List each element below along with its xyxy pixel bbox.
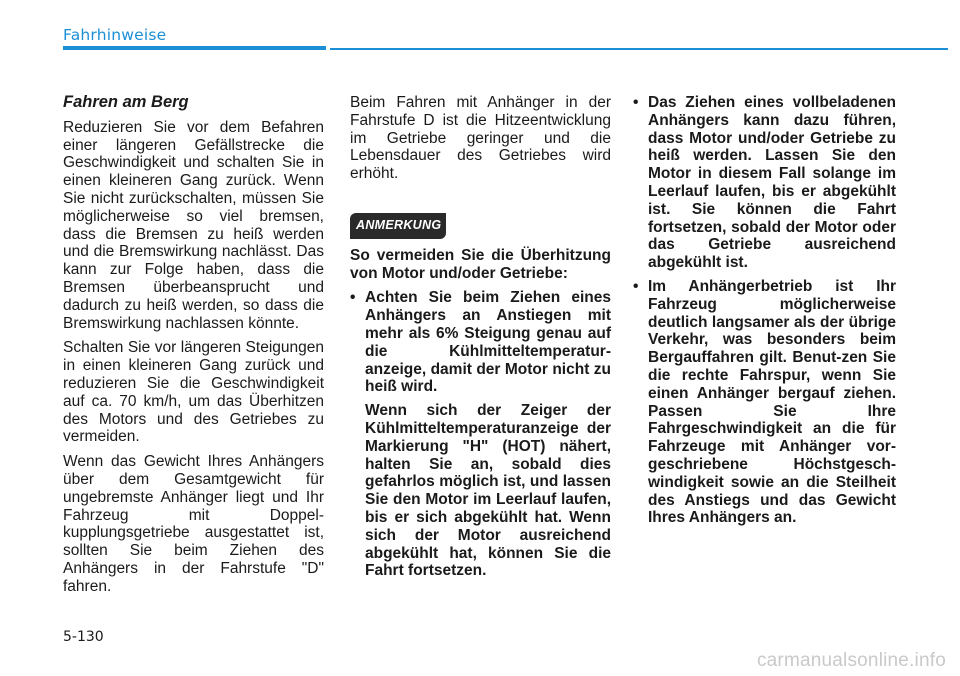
paragraph: Schalten Sie vor längeren Steigungen in einen kleineren Gang zurück und reduzieren Sie die Geschwindigkeit auf ca. 70 km/h, um das Überhitzen des Motors und des Getriebes zu vermeiden. <box>63 339 324 446</box>
column-1 <box>63 94 324 603</box>
list-item-text: Achten Sie beim Ziehen eines Anhängers an Anstiegen mit mehr als 6% Steigung genau auf die Kühlmitteltemperatur-anzeige, damit der Motor nicht zu heiß wird. <box>365 289 611 396</box>
bullet-icon: • <box>350 289 356 307</box>
bullet-icon: • <box>633 94 639 111</box>
bullet-list <box>633 94 896 527</box>
column-2 <box>350 94 611 586</box>
list-item-text: Im Anhängerbetrieb ist Ihr Fahrzeug möglicherweise deutlich langsamer als der übrige Verkehr, was besonders beim Bergauffahren gilt. Benut-zen Sie die rechte Fahrspur, wenn Sie einen Anhänger bergauf ziehen. Passen Sie Ihre Fahrgeschwindigkeit an die für Fahrzeuge mit Anhänger vor-geschriebene Höchstgesch-windigkeit sowie an die Steilheit des Anstiegs und das Gewicht Ihres Anhängers an. <box>648 277 896 527</box>
note-bullet-list <box>350 289 611 580</box>
bullet-icon: • <box>633 277 639 295</box>
paragraph: Beim Fahren mit Anhänger in der Fahrstufe D ist die Hitzeentwicklung im Getriebe geringer und die Lebensdauer des Getriebes wird erhöht. <box>350 94 611 183</box>
list-item <box>633 278 896 527</box>
header-rule-thin <box>330 48 948 50</box>
paragraph: Reduzieren Sie vor dem Befahren einer längeren Gefällstrecke die Geschwindigkeit und schalten Sie in einen kleineren Gang zurück. Wenn Sie nicht zurückschalten, müssen Sie möglicherweise so viel bremsen, dass die Bremsen zu heiß werden und die Bremswirkung nachlässt. Das kann zur Folge haben, dass die Bremsen überbeansprucht und dadurch zu heiß werden, so dass die Bremswirkung nachlassen könnte. <box>63 118 324 332</box>
column-3 <box>633 94 896 533</box>
list-item <box>633 94 896 272</box>
note-lead: So vermeiden Sie die Überhitzung von Motor und/oder Getriebe: <box>350 246 611 282</box>
section-heading: Fahren am Berg <box>63 93 189 111</box>
list-item-text: Das Ziehen eines vollbeladenen Anhängers kann dazu führen, dass Motor und/oder Getriebe zu heiß werden. Lassen Sie den Motor in diesem Fall solange im Leerlauf laufen, bis er abgekühlt ist. Sie können die Fahrt fortsetzen, sobald der Motor oder das Getriebe ausreichend abgekühlt ist. <box>648 94 896 272</box>
header-rule-thick <box>63 46 326 50</box>
page-number: 5-130 <box>63 629 104 645</box>
paragraph: Wenn das Gewicht Ihres Anhängers über dem Gesamtgewicht für ungebremste Anhänger liegt und Ihr Fahrzeug mit Doppel-kupplungsgetriebe ausgestattet ist, sollten Sie beim Ziehen des Anhängers in der Fahrstufe "D" fahren. <box>63 453 324 595</box>
watermark-text: carmanualsonline.info <box>756 650 946 671</box>
list-item <box>350 289 611 580</box>
note-badge: ANMERKUNG <box>350 213 446 239</box>
section-header-title: Fahrhinweise <box>63 26 167 44</box>
list-item-continuation: Wenn sich der Zeiger der Kühlmitteltemperaturanzeige der Markierung "H" (HOT) nähert, halten Sie an, sobald dies gefahrlos möglich ist, und lassen Sie den Motor im Leerlauf laufen, bis er sich abgekühlt hat. Wenn sich der Motor ausreichend abgekühlt hat, können Sie die Fahrt fortsetzen. <box>365 402 611 580</box>
